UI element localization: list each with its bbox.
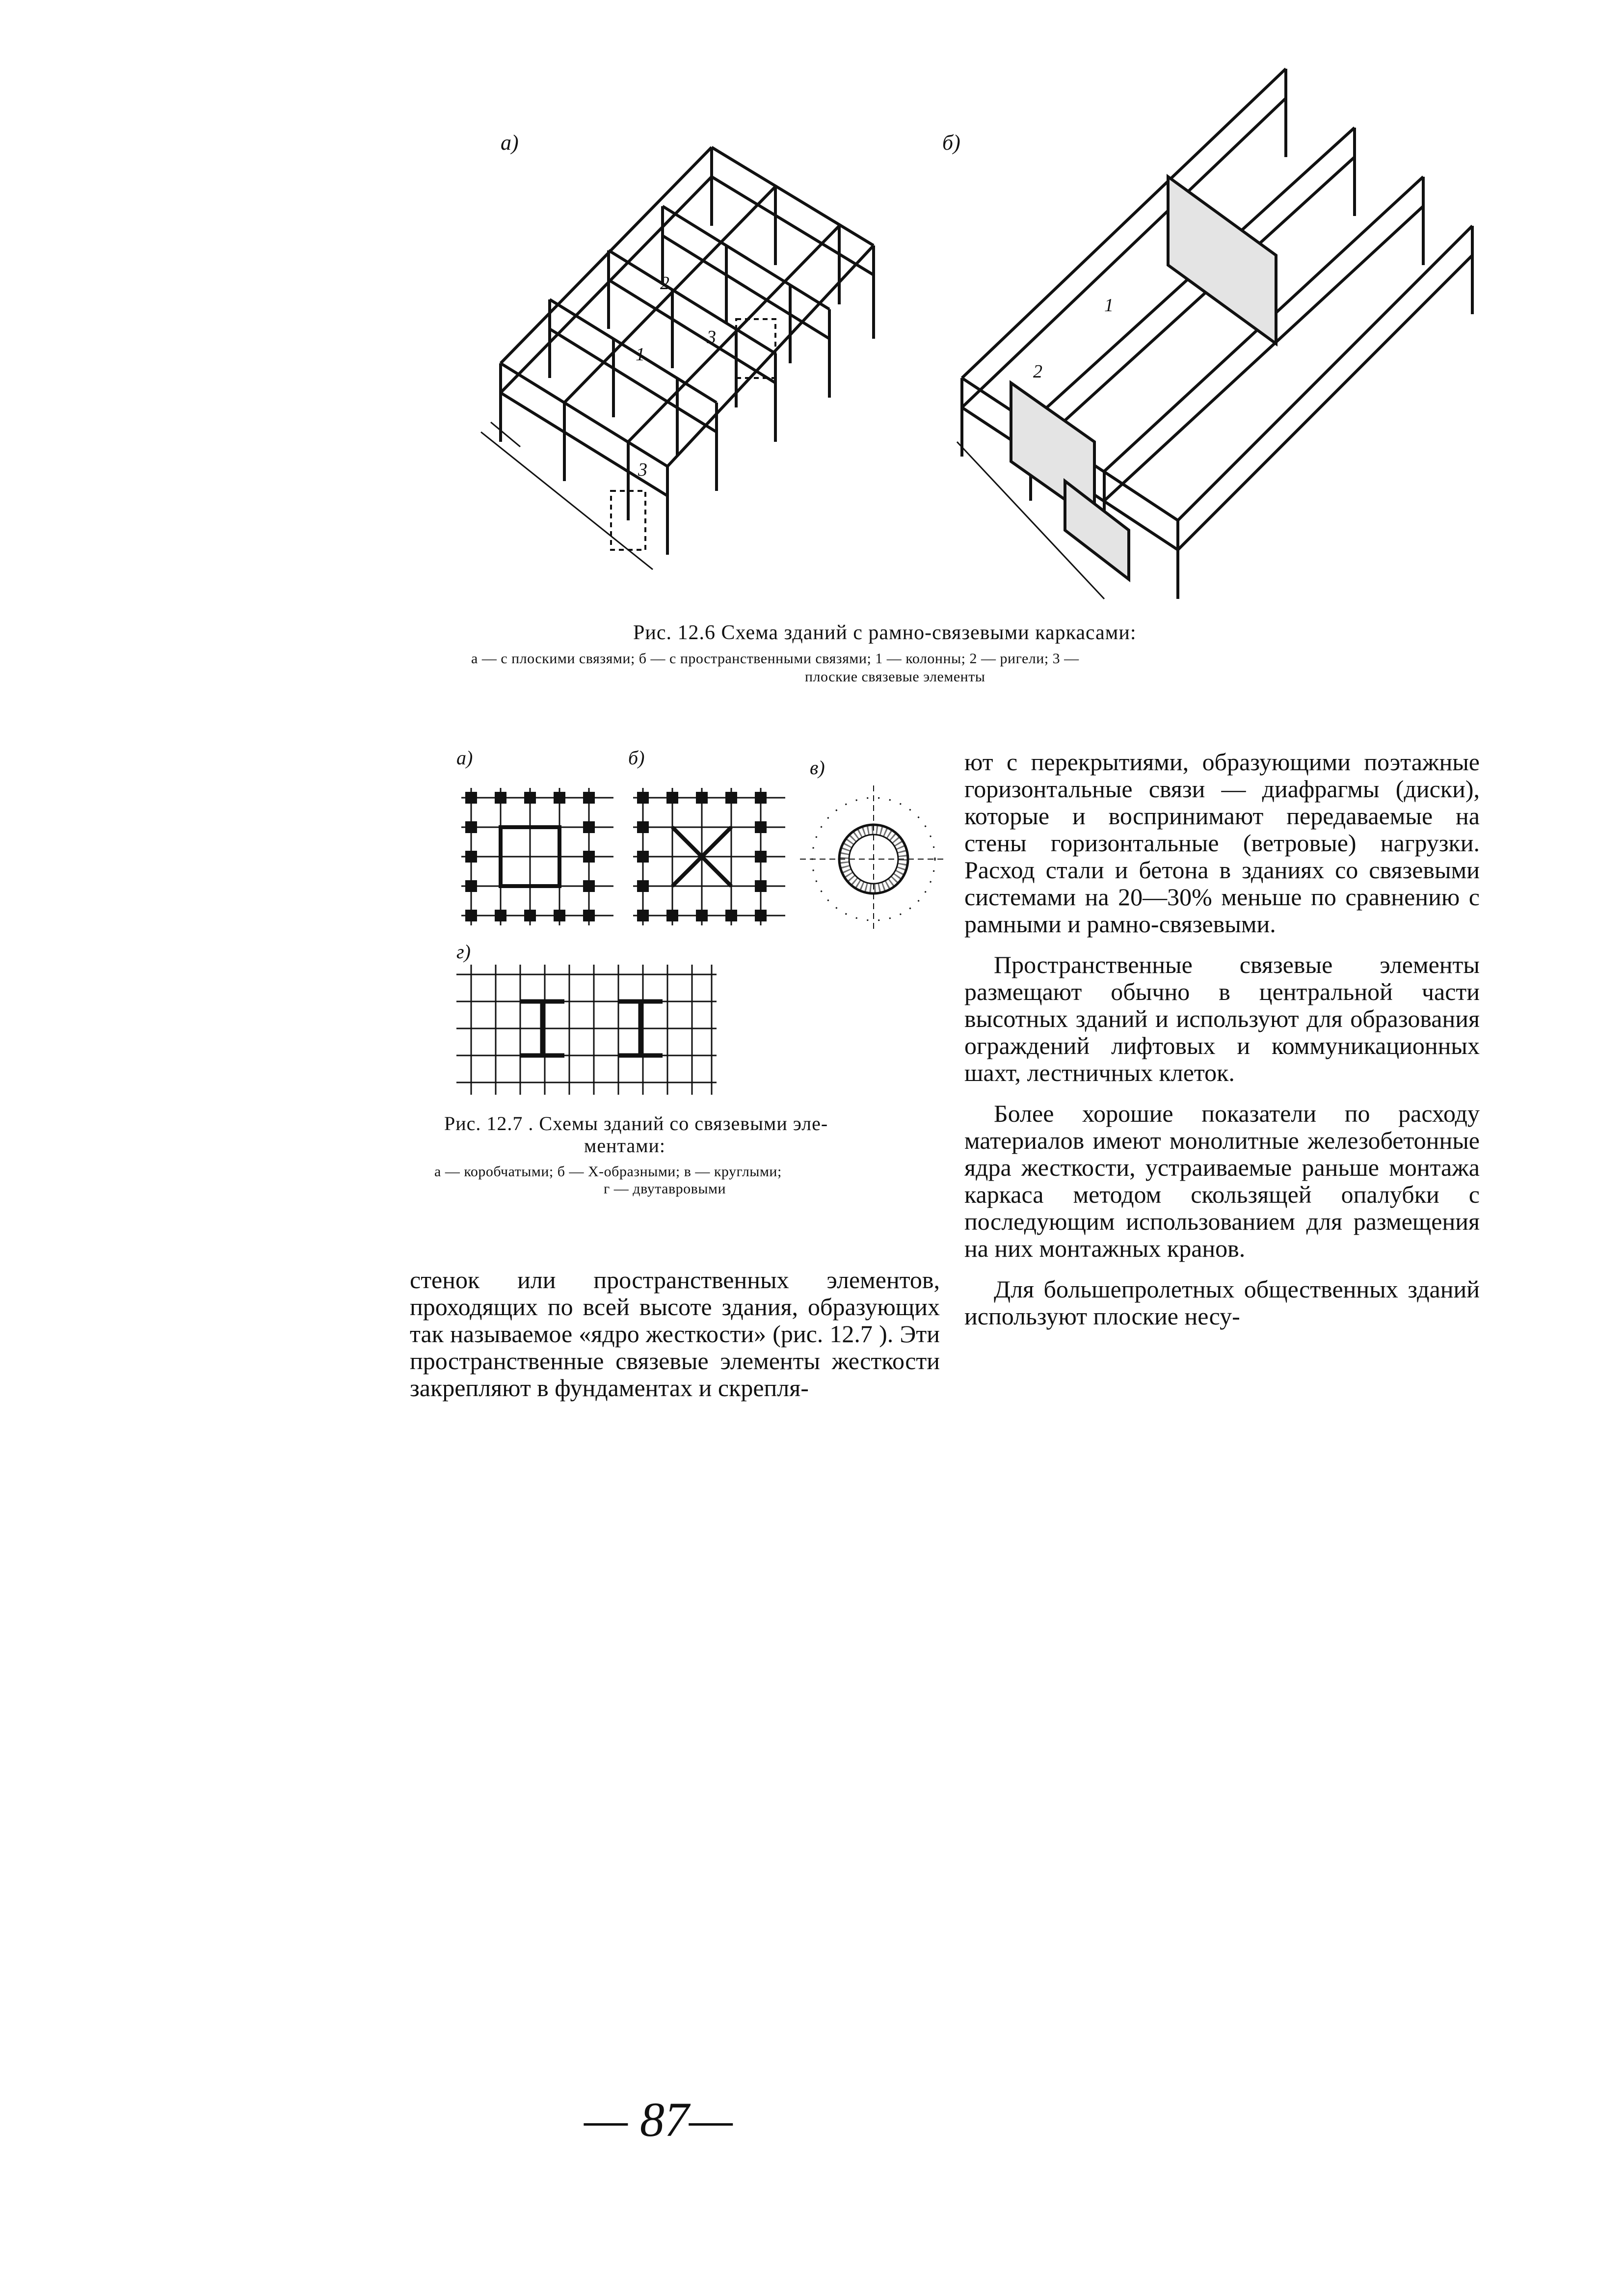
fig126-label-a: а) bbox=[501, 131, 519, 155]
fig127-caption-line1: а — коробчатыми; б — Х-образными; в — круглыми; bbox=[434, 1163, 782, 1180]
scheme-b-x bbox=[633, 788, 785, 925]
scheme-g-ibeam bbox=[456, 965, 717, 1095]
fig126-callout-a-2: 2 bbox=[660, 273, 669, 294]
fig127-label-g: г) bbox=[456, 941, 471, 963]
fig126-caption-title: Рис. 12.6 Схема зданий с рамно-связевыми каркасами: bbox=[633, 621, 1137, 644]
fig126-callout-a-3-lower: 3 bbox=[638, 459, 647, 480]
fig126-callout-b-2: 2 bbox=[1033, 361, 1042, 382]
left-text-column bbox=[410, 1267, 940, 1402]
fig126-callout-a-1: 1 bbox=[636, 344, 645, 365]
scheme-v-round bbox=[800, 785, 947, 933]
fig126-caption-line1: а — с плоскими связями; б — с пространственными связями; 1 — колонны; 2 — ригели; 3 — bbox=[471, 650, 1079, 667]
right-paragraph-4: Для большепролетных общественных зданий используют плоские несу- bbox=[964, 1275, 1480, 1330]
right-paragraph-1: ют с перекрытиями, образующими поэтажные горизонтальные связи — диафрагмы (диски), которые и воспринимают передаваемые на стены горизонтальные (ветровые) нагрузки. Расход стали и бетона в зданиях со связевыми системами на 20—30% меньше по сравнению с рамными и рамно-связевыми. bbox=[964, 748, 1480, 938]
fig126-label-b: б) bbox=[942, 131, 960, 155]
fig127-label-a: а) bbox=[456, 747, 473, 769]
right-paragraph-3: Более хорошие показатели по расходу материалов имеют монолитные железобетонные ядра жесткости, устраиваемые раньше монтажа каркаса методом скользящей опалубки с последующим использованием для размещения на них монтажных кранов. bbox=[964, 1100, 1480, 1262]
fig127-label-b: б) bbox=[628, 747, 645, 769]
page-number: — 87— bbox=[584, 2092, 733, 2147]
right-text-column bbox=[964, 749, 1480, 1330]
fig127-label-v: в) bbox=[810, 756, 825, 779]
fig126-callout-b-1: 1 bbox=[1104, 295, 1114, 316]
fig126-caption-line2: плоские связевые элементы bbox=[805, 669, 985, 685]
fig127-caption-title-line1: Рис. 12.7 . Схемы зданий со связевыми эле- bbox=[444, 1112, 828, 1134]
right-paragraph-2: Пространственные связевые элементы размещают обычно в центральной части высотных зданий и используют для образования ограждений лифтовых и коммуникационных шахт, лестничных клеток. bbox=[964, 951, 1480, 1086]
fig126-callout-a-3-upper: 3 bbox=[707, 327, 716, 348]
left-paragraph-1: стенок или пространственных элементов, проходящих по всей высоте здания, образующих так называемое «ядро жесткости» (рис. 12.7 ). Эти пространственные связевые элементы жесткости закрепляют в фундаментах и скрепля- bbox=[410, 1266, 940, 1402]
fig127-caption-title-line2: ментами: bbox=[584, 1134, 666, 1157]
fig127-caption-line2: г — двутавровыми bbox=[604, 1181, 726, 1197]
scheme-a-box bbox=[461, 788, 613, 925]
